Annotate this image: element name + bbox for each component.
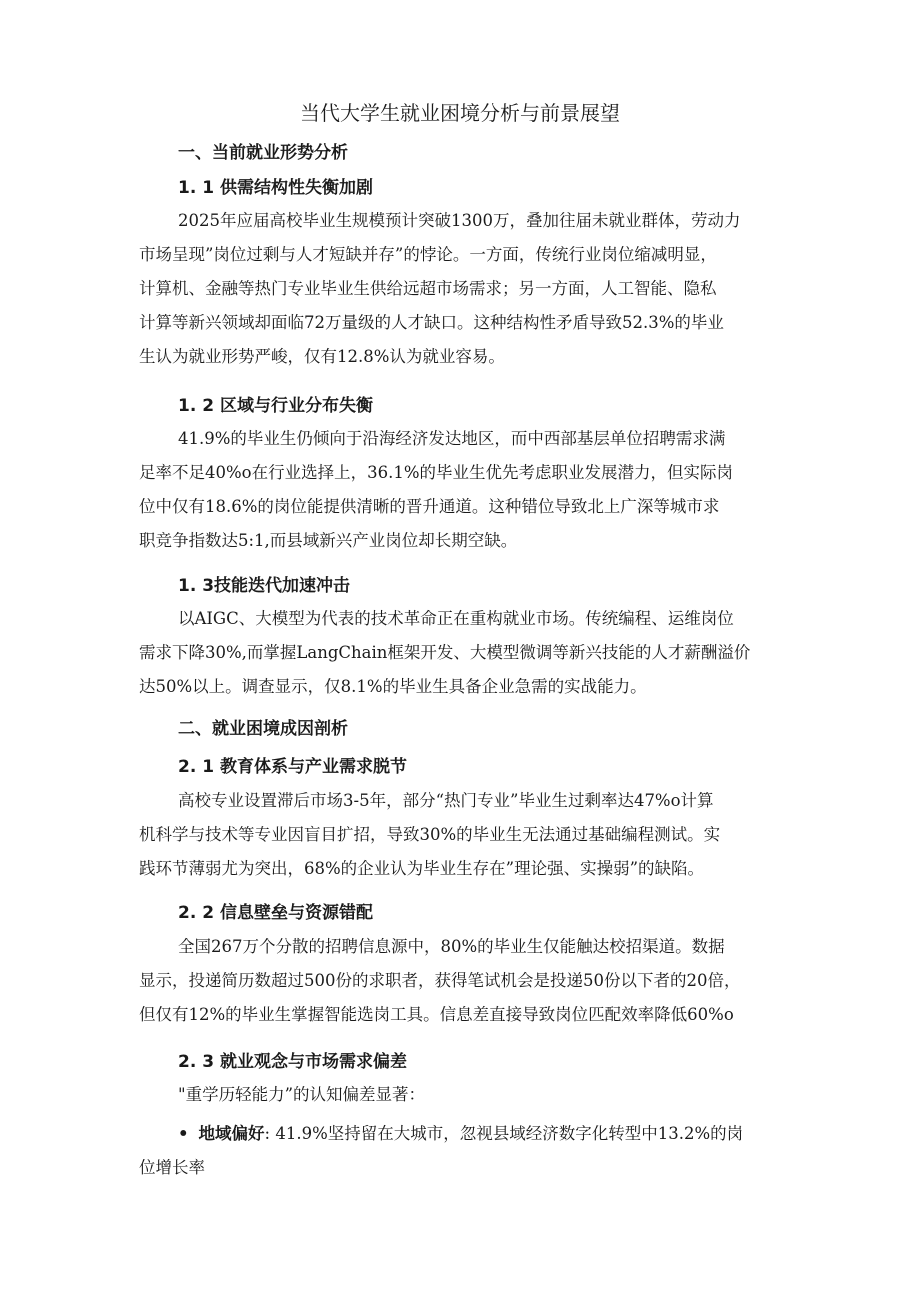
paragraph-line: 机科学与技术等专业因盲目扩招，导致30%的毕业生无法通过基础编程测试。实 (139, 825, 721, 844)
paragraph-line: 需求下降30%,而掌握LangChain框架开发、大模型微调等新兴技能的人才薪酬溢价 (139, 643, 751, 662)
paragraph-line: 高校专业设置滞后市场3-5年，部分“热门专业”毕业生过剩率达47%o计算 (178, 791, 714, 810)
paragraph-line: 足率不足40%o在行业选择上，36.1%的毕业生优先考虑职业发展潜力，但实际岗 (139, 463, 734, 482)
section-1-3-paragraph (139, 602, 789, 704)
section-1-2-paragraph (139, 422, 789, 558)
section-1-1-heading: 1. 1 供需结构性失衡加剧 (178, 178, 373, 198)
paragraph-line: 达50%以上。调查显示，仅8.1%的毕业生具备企业急需的实战能力。 (139, 677, 647, 696)
section-2-3-heading: 2. 3 就业观念与市场需求偏差 (178, 1052, 407, 1072)
paragraph-line: 践环节薄弱尤为突出，68%的企业认为毕业生存在”理论强、实操弱”的缺陷。 (139, 859, 705, 878)
section-2-3-intro: "重学历轻能力”的认知偏差显著： (178, 1085, 426, 1104)
paragraph-line: 职竞争指数达5:1,而县域新兴产业岗位却长期空缺。 (139, 531, 518, 550)
list-item (139, 1117, 789, 1151)
paragraph-line: 市场呈现”岗位过剩与人才短缺并存”的悖论。一方面，传统行业岗位缩减明显， (139, 245, 717, 264)
bullet-icon: • (178, 1124, 189, 1143)
bullet-text: : 41.9%坚持留在大城市，忽视县域经济数字化转型中13.2%的岗 (264, 1124, 744, 1143)
paragraph-line: 2025年应届高校毕业生规模预计突破1300万，叠加往届未就业群体，劳动力 (178, 211, 741, 230)
paragraph-line: 生认为就业形势严峻，仅有12.8%认为就业容易。 (139, 347, 505, 366)
section-1-3-heading: 1. 3技能迭代加速冲击 (178, 576, 351, 596)
paragraph-line: 计算等新兴领域却面临72万量级的人才缺口。这种结构性矛盾导致52.3%的毕业 (139, 313, 724, 332)
paragraph-line: 显示，投递简历数超过500份的求职者，获得笔试机会是投递50份以下者的20倍， (139, 971, 741, 990)
section-1-1-paragraph (139, 204, 789, 374)
paragraph-line: 全国267万个分散的招聘信息源中，80%的毕业生仅能触达校招渠道。数据 (178, 937, 725, 956)
paragraph-line: 以AIGC、大模型为代表的技术革命正在重构就业市场。传统编程、运维岗位 (178, 609, 734, 628)
paragraph-line: 计算机、金融等热门专业毕业生供给远超市场需求；另一方面，人工智能、隐私 (139, 279, 717, 298)
paragraph-line: 但仅有12%的毕业生掌握智能选岗工具。信息差直接导致岗位匹配效率降低60%o (139, 1005, 734, 1024)
section-2-2-paragraph (139, 930, 789, 1032)
section-1-heading: 一、当前就业形势分析 (178, 143, 348, 163)
section-2-1-heading: 2. 1 教育体系与产业需求脱节 (178, 757, 407, 777)
section-1-2-heading: 1. 2 区域与行业分布失衡 (178, 396, 373, 416)
section-2-2-heading: 2. 2 信息壁垒与资源错配 (178, 903, 373, 923)
bullet-term: 地域偏好 (198, 1124, 265, 1143)
section-2-heading: 二、就业困境成因剖析 (178, 719, 348, 739)
paragraph-line: 41.9%的毕业生仍倾向于沿海经济发达地区，而中西部基层单位招聘需求满 (178, 429, 726, 448)
bullet-list (139, 1117, 789, 1185)
document-title: 当代大学生就业困境分析与前景展望 (300, 101, 620, 125)
bullet-text-continuation: 位增长率 (139, 1158, 205, 1177)
section-2-1-paragraph (139, 784, 789, 886)
paragraph-line: 位中仅有18.6%的岗位能提供清晰的晋升通道。这种错位导致北上广深等城市求 (139, 497, 720, 516)
